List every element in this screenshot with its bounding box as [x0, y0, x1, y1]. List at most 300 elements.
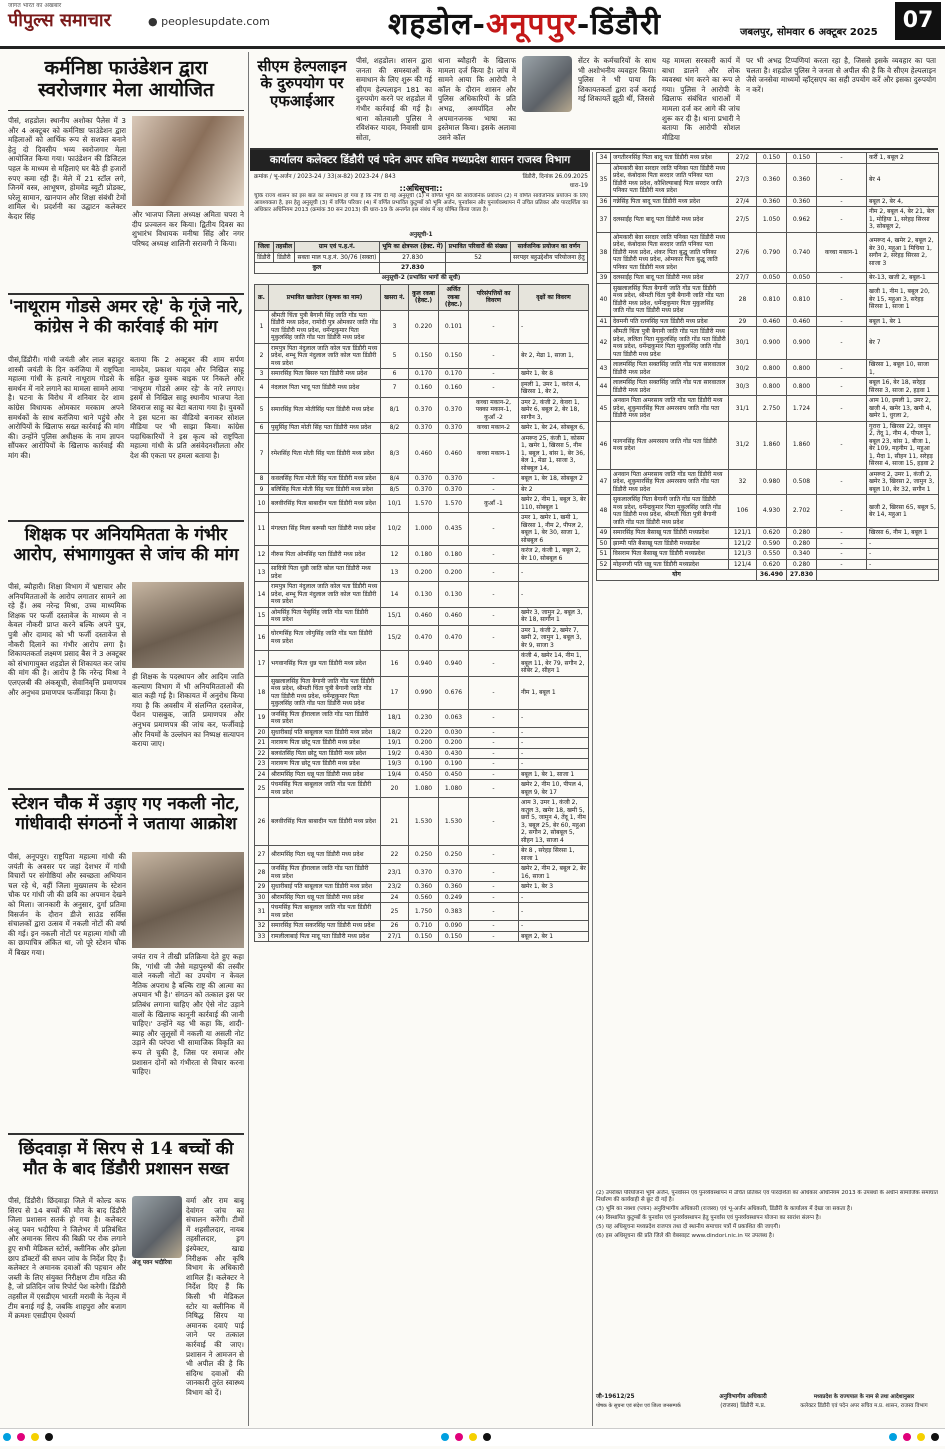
- table-cell-total: 0.190: [409, 759, 439, 770]
- table-cell-total: 0.360: [757, 163, 787, 196]
- table-cell-trees: बेर 2: [519, 484, 589, 495]
- table-cell-asset: -: [817, 207, 867, 233]
- table-cell-total: 0.470: [409, 625, 439, 651]
- photo-caption-collector: अंजू पवन भदौरिया: [132, 1260, 172, 1266]
- table-cell-kh: 121/4: [729, 559, 757, 570]
- table-cell-owner: नारायण पिता छोटू पता डिंडौरी मध्य प्रदेश: [269, 738, 381, 749]
- table-row: [597, 469, 939, 495]
- table-cell-n: 13: [255, 564, 269, 582]
- table-cell-kh: 24: [381, 892, 409, 903]
- table-cell-n: 12: [255, 546, 269, 564]
- table-cell-acq: 1.530: [439, 798, 469, 846]
- table-cell-trees: अमरूद 2, उमर 1, कंजी 2, खमेर 3, खिरसा 2, जामुन 3, बबूल 10, बेर 32, सगौन 1: [867, 469, 939, 495]
- table-cell-kh: 19/4: [381, 769, 409, 780]
- schedule1-total-label: कुल: [255, 263, 380, 274]
- table-row: [597, 495, 939, 528]
- table-cell-total: 0.230: [409, 709, 439, 727]
- table-cell-owner: नीरुस पिता ओमसिंह पता डिंडौरी मध्य प्रदेश: [269, 546, 381, 564]
- table-row: [597, 421, 939, 469]
- print-registration-strip: [0, 1428, 945, 1446]
- table-row: [255, 474, 589, 485]
- headline-godse[interactable]: 'नाथूराम गोडसे अमर रहे' के गूंजे नारे, कांग्रेस ने की कार्रवाई की मांग: [8, 297, 244, 337]
- table-row: [255, 484, 589, 495]
- table-cell-n: 39: [597, 273, 611, 284]
- table-cell-kh: 27/3: [729, 163, 757, 196]
- table-cell-kh: 30/1: [729, 327, 757, 360]
- table-cell-total: 0.590: [757, 538, 787, 549]
- table-cell-acq: 0.370: [439, 484, 469, 495]
- table-cell-trees: आम 3, उमर 1, कंजी 2, कतुल 3, खमेर 18, खमी 5, छर्रा 5, जामुन 4, तेंदू 1, नीम 3, बबूल 25, बेर 60, महुआ 2, सगौन 2, सोबबूल 5, सीहन 13, साजा 4: [519, 798, 589, 846]
- table-cell-asset: -: [817, 273, 867, 284]
- sign-collector-sub: कलेक्टर डिंडौरी एवं पदेन अपर सचिव म.प्र. शासन, राजस्व विभाग: [800, 1403, 928, 1409]
- schedule1-total-value: 27.830: [379, 263, 446, 274]
- table-cell-kh: 26: [381, 921, 409, 932]
- table-cell-acq: 0.180: [439, 546, 469, 564]
- table-row: [255, 513, 589, 546]
- table-header-cell: प्रभावित खातेदार (कृषक का नाम): [269, 285, 381, 311]
- table-cell-n: 3: [255, 369, 269, 380]
- table-cell-owner: जनसिंह पिता हीरालाल जाति गोंड पता डिंडौरी मध्य प्रदेश: [269, 864, 381, 882]
- table-cell-acq: 0.800: [787, 378, 817, 396]
- notice-note-line: (6) इस अधिसूचना की प्रति जिले की वेबसाइट www.dindori.nic.in पर उपलब्ध है।: [596, 1233, 774, 1239]
- table-cell-n: 9: [255, 484, 269, 495]
- table-cell-kh: 27/4: [729, 196, 757, 207]
- table-cell-kh: 23/1: [381, 864, 409, 882]
- table-cell-n: 33: [255, 931, 269, 942]
- schedule1-header-cell: जिला: [255, 242, 274, 253]
- table-cell-n: 47: [597, 469, 611, 495]
- table-cell-acq: 0.130: [439, 582, 469, 608]
- table-cell-kh: 31/1: [729, 396, 757, 422]
- table-row: [597, 559, 939, 570]
- table-cell-asset: -: [469, 564, 519, 582]
- table-cell-acq: 0.383: [439, 903, 469, 921]
- table-cell-asset: -: [817, 421, 867, 469]
- table-cell-kh: 30/3: [729, 378, 757, 396]
- table-cell-acq: 0.676: [439, 676, 469, 709]
- table-cell-total: 0.800: [757, 360, 787, 378]
- table-cell-acq: 1.724: [787, 396, 817, 422]
- yellow-dot-icon: [917, 1433, 925, 1441]
- table-cell-acq: 0.508: [787, 469, 817, 495]
- table-row: [255, 903, 589, 921]
- table-cell-trees: अमरूद 4, खमेर 2, बबूल 2, बेर 30, महुआ 1 मिचिया 1, सगौन 2, सरेहड़ सिरसा 2, साजा 3: [867, 232, 939, 273]
- table-cell-owner: गन्नेसिंह पिता बादू पता डिंडौरी मध्य प्रदेश: [611, 196, 729, 207]
- table-row: [255, 864, 589, 882]
- table-cell-owner: समारसिंह पिता सकरसिंह पता डिंडौरी मध्य प्रदेश: [269, 921, 381, 932]
- table-cell-trees: -: [519, 582, 589, 608]
- table-row: [255, 564, 589, 582]
- table-header-cell: खसरा नं.: [381, 285, 409, 311]
- table-cell-total: 0.790: [757, 232, 787, 273]
- table-cell-asset: -: [817, 316, 867, 327]
- table-cell-n: 40: [597, 283, 611, 316]
- table-row: [255, 846, 589, 864]
- table-cell-trees: इमली 1, उमर 1, करंज 4, खिरसा 1, बेर 2,: [519, 379, 589, 397]
- sign-sdm-title: अनुविभागीय अधिकारी: [719, 1394, 767, 1400]
- table-cell-owner: श्रीमती चिंता पुत्री बैगानी सिंह जाति गोंड पता डिंडौरी मध्य प्रदेश, रामोदी पुत्र ओमकार जाति गोंड पता डिंडौरी मध्य प्रदेश, धर्मेन्द्रकुमार पिता मुकुलसिंह जाति गोंड पता डिंडौरी मध्य प्रदेश: [269, 310, 381, 343]
- headline-fake-notes[interactable]: स्टेशन चौक में उड़ाए गए नकली नोट, गांधीवादी संगठनों ने जताया आक्रोश: [11, 794, 241, 834]
- table-cell-acq: 0.190: [439, 759, 469, 770]
- table-cell-trees: -: [867, 538, 939, 549]
- sign-ref: जी-19612/25: [596, 1394, 635, 1400]
- brand-logo[interactable]: जागत भारत का अखबार पीपुल्स समाचार: [8, 2, 111, 31]
- table-cell-owner: रामपुत्र पिता नंदुलाल जाति कोल पता डिंडौरी मध्य प्रदेश, शम्भू पिता नंदुलाल जाति कोल पता डिंडौरी मध्य प्रदेश: [269, 343, 381, 369]
- table-cell-acq: 0.280: [787, 559, 817, 570]
- table-row: [255, 423, 589, 434]
- table-cell-acq: 0.340: [787, 549, 817, 560]
- table-cell-acq: 0.360: [787, 196, 817, 207]
- table-row: [255, 738, 589, 749]
- photo-collector: [132, 1196, 182, 1258]
- table-cell-trees: खिरसा 1, बबूल 10, साजा 1,: [867, 360, 939, 378]
- photo-police: [522, 56, 572, 112]
- table-cell-total: 1.860: [757, 421, 787, 469]
- headline-syrup[interactable]: छिंदवाड़ा में सिरप से 14 बच्चों की मौत के बाद डिंडौरी प्रशासन सख्त: [18, 1139, 234, 1179]
- table-cell-asset: कच्चा मकान-2: [469, 423, 519, 434]
- black-dot-icon: [931, 1433, 939, 1441]
- table-cell-owner: लालमसिंह पिता सक्तसिंह जाति गोंड पता सारवाताल डिंडौरी मध्य प्रदेश: [611, 378, 729, 396]
- table-cell-n: 4: [255, 379, 269, 397]
- cyan-dot-icon: [889, 1433, 897, 1441]
- schedule2-title: अनुसूची-2 (प्रभावित भागों की सूची): [381, 275, 461, 281]
- table-cell-acq: 0.900: [787, 327, 817, 360]
- table-row: [255, 709, 589, 727]
- table-total-acquired: 27.830: [787, 570, 817, 581]
- table-cell-asset: -: [469, 882, 519, 893]
- table-cell-owner: अनवान पिता अमरसाय जाति गोंड पता डिंडौरी मध्य प्रदेश, शुकुमारसिंह पिता अमरसाय जाति गोंड पता डिंडौरी मध्य प्रदेश: [611, 396, 729, 422]
- table-cell-n: 6: [255, 423, 269, 434]
- table-row: [255, 379, 589, 397]
- table-row: [255, 892, 589, 903]
- table-cell-trees: गुरारा 1, खिरसा 22, जामुन 2, तेंदू 1, नीम 4, पीपल 1, बबूल 23, बांस 1, बीजा 1, बेर 109, महनीम 1, महुआ 1, मैदा 1, सीहन 11, सरेहड़ सिरसा 4, साजा 15, हड़वा 2: [867, 421, 939, 469]
- table-cell-trees: खमेर 3, जामुन 2, बबूल 3, बेर 18, सागौन 1: [519, 607, 589, 625]
- table-cell-total: 1.570: [409, 495, 439, 513]
- table-cell-acq: 1.860: [787, 421, 817, 469]
- dateline: जबलपुर, सोमवार 6 अक्टूबर 2025: [740, 27, 878, 38]
- table-row: [255, 433, 589, 474]
- table-cell-acq: 0.370: [439, 864, 469, 882]
- table-cell-asset: -: [469, 310, 519, 343]
- schedule1-cell: डिंडौरी: [273, 252, 294, 263]
- table-cell-asset: -: [469, 546, 519, 564]
- table-cell-asset: -: [817, 378, 867, 396]
- yellow-dot-icon: [31, 1433, 39, 1441]
- table-cell-owner: अनवान पिता अमरसाय जाति गोंड पता डिंडौरी मध्य प्रदेश, शुकुमारसिंह पिता अमरसाय जाति गोंड पता डिंडौरी मध्य प्रदेश: [611, 469, 729, 495]
- sign-sdm-sub: (राजस्व) डिंडौरी म.प्र.: [720, 1403, 766, 1409]
- table-cell-kh: 19/3: [381, 759, 409, 770]
- table-cell-owner: नारायण पिता छोटू पता डिंडौरी मध्य प्रदेश: [269, 759, 381, 770]
- table-cell-n: 27: [255, 846, 269, 864]
- table-cell-asset: -: [469, 474, 519, 485]
- table-cell-total: 1.000: [409, 513, 439, 546]
- magenta-dot-icon: [17, 1433, 25, 1441]
- table-cell-trees: बबूल 16, बेर 18, सरेहड़ सिरसा 3, साजा 2, हड़वा 1: [867, 378, 939, 396]
- table-cell-total: 0.370: [409, 864, 439, 882]
- table-row: [597, 378, 939, 396]
- table-cell-total: 0.980: [757, 469, 787, 495]
- table-row: [255, 931, 589, 942]
- table-cell-n: 16: [255, 625, 269, 651]
- table-cell-acq: 1.570: [439, 495, 469, 513]
- table-cell-asset: -: [469, 607, 519, 625]
- table-cell-asset: -: [469, 798, 519, 846]
- table-cell-asset: -: [469, 709, 519, 727]
- table-cell-acq: 0.800: [787, 360, 817, 378]
- table-cell-trees: अमरूद 25, कंजी 1, कोसम 1, खमेर 1, खिरसा 5, नीम 1, बबूल 1, बांस 1, बेर 36, बेल 1, मेढा 1, साजा 3, सोबबूल 14,: [519, 433, 589, 474]
- table-cell-acq: 0.360: [439, 882, 469, 893]
- table-cell-asset: -: [817, 538, 867, 549]
- table-cell-acq: 0.030: [439, 727, 469, 738]
- table-cell-n: 51: [597, 549, 611, 560]
- table-cell-acq: 0.962: [787, 207, 817, 233]
- table-cell-trees: उमर 1, खमेर 1, खमी 1, खिरसा 1, नीम 2, पीपल 2, बबूल 1, बेर 30, साजा 1, सोबबूल 6: [519, 513, 589, 546]
- article-godse-col2: बताया कि 2 अक्टूबर की शाम सर्पण नामदेव, प्रकाश यादव और निखिल साहू सहित कुछ युवक बाइक पर निकले और 'नाथूराम गोडसे अमर रहे' के नारे लगाए। इसमें से निखिल साहू स्थानीय भाजपा नेता शिवराज साहू का बेटा बताया गया है। युवकों ने इस घटना का वीडियो बनाकर सोशल मीडिया पर भी साझा किया। कांग्रेस पदाधिकारियों ने इस कृत्य को राष्ट्रपिता महात्मा गांधी के प्रति असंवेदनशीलता और देश की एकता पर हमला बताया है।: [130, 355, 244, 460]
- table-cell-trees: कर्री 1, बबूल 2: [867, 153, 939, 164]
- table-row: [255, 343, 589, 369]
- table-row: [255, 495, 589, 513]
- table-cell-n: 48: [597, 495, 611, 528]
- table-total-area: 36.490: [757, 570, 787, 581]
- page-number: 07: [895, 2, 941, 40]
- table-cell-acq: 0.063: [439, 709, 469, 727]
- table-cell-n: 34: [597, 153, 611, 164]
- article-helpline-col3: सेंटर के कर्मचारियों के साथ भी अशोभनीय व्यवहार किया। पुलिस ने भी पाया कि शिकायतकर्ता द्वारा दर्ज कराई गई शिकायतें झूठी थीं, जिससे: [578, 56, 656, 104]
- article-fake-notes-col2: जयंत राय ने तीखी प्रतिक्रिया देते हुए कहा कि, 'गांधी जी जैसे महापुरुषों की तस्वीर वाले नकली नोटों का उपयोग न केवल नैतिक अपराध है बल्कि राष्ट्र की आत्मा का अपमान भी है।' संगठन को तत्काल इस पर प्रतिबंध लगाना चाहिए और ऐसे नोट उड़ाने वालों के खिलाफ कानूनी कार्रवाई की जानी चाहिए।' उन्होंने यह भी कहा कि, शादी-ब्याह और जुलूसों में नकली या असली नोट उड़ाने की परंपरा भी सामाजिक विकृति का रूप ले चुकी है, जिस पर समाज और प्रशासन दोनों को गंभीरता से विचार करना चाहिए।: [132, 952, 244, 1077]
- table-cell-kh: 15/2: [381, 625, 409, 651]
- table-cell-owner: बलवंतसिंह पिता छोटू पता डिंडौरी मध्य प्रदेश: [269, 748, 381, 759]
- table-cell-owner: झाम्पी पति बैसाखू पता डिंडौरी मध्यप्रदेश: [611, 538, 729, 549]
- table-cell-trees: -: [519, 921, 589, 932]
- table-cell-owner: सावित्री पिता धुन्नी जाति कोल पता डिंडौरी मध्य प्रदेश: [269, 564, 381, 582]
- table-cell-asset: -: [469, 369, 519, 380]
- table-cell-trees: बेर 2, मेढा 1, साजा 1,: [519, 343, 589, 369]
- table-cell-kh: 5: [381, 343, 409, 369]
- notice-note-line: (4) विस्थापित कुटुम्बों के पुनर्वास एवं पुनर्व्यवस्थापन हेतु पुनर्वास एवं पुनर्व्यवस्थापन योजना का सारांश संलग्न है।: [596, 1215, 821, 1221]
- table-cell-owner: रामलीलाबाई पिता मादू पता डिंडौरी मध्य प्रदेश: [269, 931, 381, 942]
- table-cell-total: 0.370: [409, 474, 439, 485]
- table-cell-n: 49: [597, 528, 611, 539]
- article-syrup-col1: पीसं, डिंडौरी। छिंदवाड़ा जिले में कोल्ड कफ सिरप से 14 बच्चों की मौत के बाद डिंडौरी जिला प्रशासन सतर्क हो गया है। कलेक्टर अंजू पवन भदौरिया ने जिलेभर में प्रतिबंधित और अमानक सिरप की बिक्री पर रोक लगाने हुए सभी मेडिकल स्टोर्स, क्लीनिक और झोला छाप डॉक्टरों की सघन जांच के निर्देश दिए हैं। कलेक्टर ने अमानक दवाओं की पहचान और जब्ती के लिए संयुक्त निरीक्षण टीम गठित की है, जो प्रतिदिन जांच रिपोर्ट पेश करेगी। डिंडौरी तहसील में एसडीएम भारती मरावी के नेतृत्व में टीम बनाई गई है, जबकि शाहपुरा और बजाग में क्रमशः एसडीएम ऐश्वर्या: [8, 1196, 126, 1321]
- table-row: [255, 769, 589, 780]
- table-row: [255, 759, 589, 770]
- site-url[interactable]: ● peoplesupdate.com: [148, 15, 270, 28]
- table-cell-total: 0.460: [757, 316, 787, 327]
- schedule1-header-cell: प्रभावित परिवारों की संख्या: [446, 242, 510, 253]
- table-cell-acq: 1.080: [439, 780, 469, 798]
- table-cell-n: 10: [255, 495, 269, 513]
- article-helpline-col5: पर भी अभद्र टिप्पणियां करता रहा है, जिससे इसके व्यवहार का पता चलता है। शहडोल पुलिस ने जनता से अपील की है कि वे सीएम हेल्पलाइन जैसे जनसेवा माध्यमों व्हॉट्सएप का सही उपयोग करें और इसका दुरुपयोग न करें।: [746, 56, 936, 94]
- table-cell-n: 45: [597, 396, 611, 422]
- table-cell-total: 0.990: [409, 676, 439, 709]
- table-cell-asset: कुआँ -1: [469, 495, 519, 513]
- table-cell-n: 41: [597, 316, 611, 327]
- table-cell-n: 50: [597, 538, 611, 549]
- table-cell-total: 0.560: [409, 892, 439, 903]
- table-cell-owner: देवमनी पति रतनसिंह पता डिंडौरी मध्य प्रदेश: [611, 316, 729, 327]
- table-cell-total: 0.250: [409, 846, 439, 864]
- table-row: [597, 163, 939, 196]
- table-cell-kh: 8/4: [381, 474, 409, 485]
- table-cell-asset: -: [817, 396, 867, 422]
- table-cell-kh: 27/1: [381, 931, 409, 942]
- table-row: [255, 651, 589, 677]
- table-cell-kh: 29: [729, 316, 757, 327]
- table-cell-asset: -: [817, 327, 867, 360]
- headline-teacher[interactable]: शिक्षक पर अनियमितता के गंभीर आरोप, संभागायुक्त से जांच की मांग: [13, 525, 239, 565]
- table-cell-kh: 25: [381, 903, 409, 921]
- table-cell-trees: बेर-13, खजी 2, बबूल-1: [867, 273, 939, 284]
- table-cell-owner: रमेशसिंह पिता मोती सिंह पता डिंडौरी मध्य प्रदेश: [269, 433, 381, 474]
- notice-notes: [596, 1190, 938, 1390]
- table-cell-acq: 0.150: [439, 343, 469, 369]
- table-cell-total: 0.220: [409, 310, 439, 343]
- table-row: [255, 310, 589, 343]
- table-cell-trees: खजी 2, खिरसा 65, बबूल 5, बेर 14, महुआ 1: [867, 495, 939, 528]
- table-cell-asset: -: [469, 727, 519, 738]
- table-cell-trees: खमेर 1, बेर 8: [519, 369, 589, 380]
- table-row: [597, 196, 939, 207]
- masthead: [0, 0, 945, 49]
- table-cell-trees: -: [519, 727, 589, 738]
- table-cell-kh: 21: [381, 798, 409, 846]
- table-cell-trees: -: [519, 903, 589, 921]
- table-row: [597, 327, 939, 360]
- notice-note-line: (5) यह अधिसूचना मध्यप्रदेश राजपत्र तथा दो स्थानीय समाचार पत्रों में प्रकाशित की जाएगी।: [596, 1224, 781, 1230]
- schedule1-cell: डिंडौरी: [255, 252, 274, 263]
- notice-title: कार्यालय कलेक्टर डिंडौरी एवं पदेन अपर सचिव मध्यप्रदेश शासन राजस्व विभाग: [250, 150, 590, 171]
- table-cell-trees: -: [519, 759, 589, 770]
- table-cell-trees: नीम 2, बबूल 4, बेर 21, बेल 1, मोहिया 1, सरेहड़ सिरसा 3, सोबबूल 2,: [867, 207, 939, 233]
- table-cell-trees: -: [519, 564, 589, 582]
- table-cell-owner: रामपुत्र पिता नंदुलाल जाति कोल पता डिंडौरी मध्य प्रदेश, शम्भू पिता नंदुलाल जाति कोल पता डिंडौरी मध्य प्रदेश: [269, 582, 381, 608]
- notice-ref: क्रमांक / भू-अर्जन / 2023-24 / 33(अ-82) 2023-24 / 843: [254, 174, 396, 180]
- table-row: [597, 207, 939, 233]
- table-cell-kh: 3: [381, 310, 409, 343]
- table-cell-total: 0.370: [409, 397, 439, 423]
- table-cell-n: 19: [255, 709, 269, 727]
- table-cell-n: 46: [597, 421, 611, 469]
- table-cell-total: 0.200: [409, 738, 439, 749]
- table-cell-owner: जनसिंह पिता हीरालाल जाति गोंड पता डिंडौरी मध्य प्रदेश: [269, 709, 381, 727]
- table-cell-asset: -: [469, 864, 519, 882]
- table-cell-kh: 15/1: [381, 607, 409, 625]
- table-cell-asset: -: [469, 582, 519, 608]
- table-cell-asset: -: [469, 921, 519, 932]
- notice-heading: ::अधिसूचना::: [399, 184, 443, 193]
- table-cell-trees: खमेर 1, बेर 24, सोबबूल 6,: [519, 423, 589, 434]
- table-cell-asset: -: [817, 469, 867, 495]
- photo-teacher: [132, 582, 244, 668]
- magenta-dot-icon: [903, 1433, 911, 1441]
- table-row: [255, 727, 589, 738]
- table-row: [255, 369, 589, 380]
- table-row: [255, 780, 589, 798]
- table-cell-owner: बलवीरसिंह पिता बाबादीन पता डिंडौरी मध्य प्रदेश: [269, 495, 381, 513]
- table-cell-owner: श्रीमती चिंता पुत्री बैगानी जाति गोंड पता डिंडौरी मध्य प्रदेश, ललिता पिता मुकुलसिंह जाति गोंड पता डिंडौरी मध्य प्रदेश, धर्मेन्द्रकुमार पिता मुकुलसिंह जाति गोंड पता डिंडौरी मध्य प्रदेश: [611, 327, 729, 360]
- schedule1-total-row: [255, 263, 588, 274]
- table-cell-owner: समारसिंह पिता मोतीसिंह पता डिंडौरी मध्य प्रदेश: [269, 397, 381, 423]
- table-cell-trees: -: [519, 709, 589, 727]
- table-cell-trees: बबूल 2, बेर 1: [519, 931, 589, 942]
- notice-section: धारा-19: [569, 183, 588, 189]
- table-cell-n: 15: [255, 607, 269, 625]
- table-cell-acq: 0.150: [439, 931, 469, 942]
- table-cell-owner: श्रीरामसिंह पिता धन्नू पता डिंडौरी मध्य प्रदेश: [269, 892, 381, 903]
- table-cell-kh: 23/2: [381, 882, 409, 893]
- table-cell-trees: बेर 8 , सरेहड़ सिरसा 1, साजा 1: [519, 846, 589, 864]
- table-cell-n: 37: [597, 207, 611, 233]
- schedule1-cell: 27.830: [379, 252, 446, 263]
- table-header-cell: परिसंपत्तियों का विवरण: [469, 285, 519, 311]
- table-cell-trees: खमेर 2, नीम 10, पीपल 4, बबूल 9, बेर 17: [519, 780, 589, 798]
- table-cell-owner: बलवीरसिंह पिता बाबादीन पता डिंडौरी मध्य प्रदेश: [269, 798, 381, 846]
- table-cell-total: 0.130: [409, 582, 439, 608]
- table-cell-kh: 8/2: [381, 423, 409, 434]
- table-cell-owner: समारसिंह पिता बैसाखू पता डिंडौरी मध्यप्रदेश: [611, 528, 729, 539]
- table-cell-owner: कवलसिंह पिता मोती सिंह पता डिंडौरी मध्य प्रदेश: [269, 474, 381, 485]
- black-dot-icon: [483, 1433, 491, 1441]
- table-cell-acq: 0.200: [439, 738, 469, 749]
- table-cell-total: 0.900: [757, 327, 787, 360]
- table-cell-total: 0.710: [409, 921, 439, 932]
- table-header-cell: क्र.: [255, 285, 269, 311]
- table-cell-asset: -: [469, 343, 519, 369]
- table-cell-total: 1.050: [757, 207, 787, 233]
- table-cell-owner: लालमसिंह पिता सक्तसिंह जाति गोंड पता सारवाताल डिंडौरी मध्य प्रदेश: [611, 360, 729, 378]
- schedule1-header-cell: सार्वजनिक प्रयोजन का वर्णन: [510, 242, 587, 253]
- table-row: [255, 397, 589, 423]
- table-cell-trees: बेर 4: [867, 163, 939, 196]
- table-cell-kh: 10/2: [381, 513, 409, 546]
- table-cell-trees: करंज 2, कंजी 1, बबूल 2, बेर 10, सोबबूल 6: [519, 546, 589, 564]
- table-row: [255, 798, 589, 846]
- table-cell-n: 1: [255, 310, 269, 343]
- table-cell-asset: -: [469, 903, 519, 921]
- table-cell-asset: -: [469, 379, 519, 397]
- table-cell-total: 0.170: [409, 369, 439, 380]
- table-cell-n: 20: [255, 727, 269, 738]
- table-cell-total: 0.940: [409, 651, 439, 677]
- table-cell-asset: कच्चा मकान-1: [469, 433, 519, 474]
- table-row: [597, 153, 939, 164]
- table-cell-n: 26: [255, 798, 269, 846]
- table-cell-kh: 31/2: [729, 421, 757, 469]
- table-cell-owner: सुकलालसिंह पिता बैगानी जाति गोंड पता डिंडौरी मध्य प्रदेश, धर्मेन्द्रकुमार पिता मुकुलसिंह जाति गोंड पता डिंडौरी मध्य प्रदेश, श्रीमती चिंता पुत्री बैगानी जाति गोंड पता डिंडौरी मध्य प्रदेश: [611, 495, 729, 528]
- table-cell-kh: 27/2: [729, 153, 757, 164]
- table-cell-asset: -: [469, 846, 519, 864]
- table-cell-total: 0.220: [409, 727, 439, 738]
- table-cell-total: 0.430: [409, 748, 439, 759]
- table-cell-acq: 0.470: [439, 625, 469, 651]
- headline-helpline[interactable]: सीएम हेल्पलाइन के दुरुपयोग पर एफआईआर: [257, 57, 347, 110]
- table-cell-total: 0.460: [409, 607, 439, 625]
- cyan-dot-icon: [3, 1433, 11, 1441]
- table-cell-kh: 27/6: [729, 232, 757, 273]
- table-cell-n: 14: [255, 582, 269, 608]
- table-cell-asset: -: [469, 769, 519, 780]
- schedule1-header-cell: तहसील: [273, 242, 294, 253]
- table-cell-owner: विसराम पिता बैसाखू पता डिंडौरी मध्यप्रदेश: [611, 549, 729, 560]
- schedule1-header-cell: भूमि का क्षेत्रफल (हेक्ट. में): [379, 242, 446, 253]
- table-cell-trees: बबूल 1, बेर 1, साजा 1: [519, 769, 589, 780]
- headline-fair[interactable]: कर्मनिष्ठा फाउंडेशन द्वारा स्वरोजगार मेला आयोजित: [38, 57, 214, 101]
- table-cell-kh: 121/1: [729, 528, 757, 539]
- table-cell-total: 0.150: [757, 153, 787, 164]
- table-cell-asset: कच्चा मकान-2, पक्का मकान-1, कुआँ -2: [469, 397, 519, 423]
- table-cell-n: 44: [597, 378, 611, 396]
- table-cell-kh: 19/2: [381, 748, 409, 759]
